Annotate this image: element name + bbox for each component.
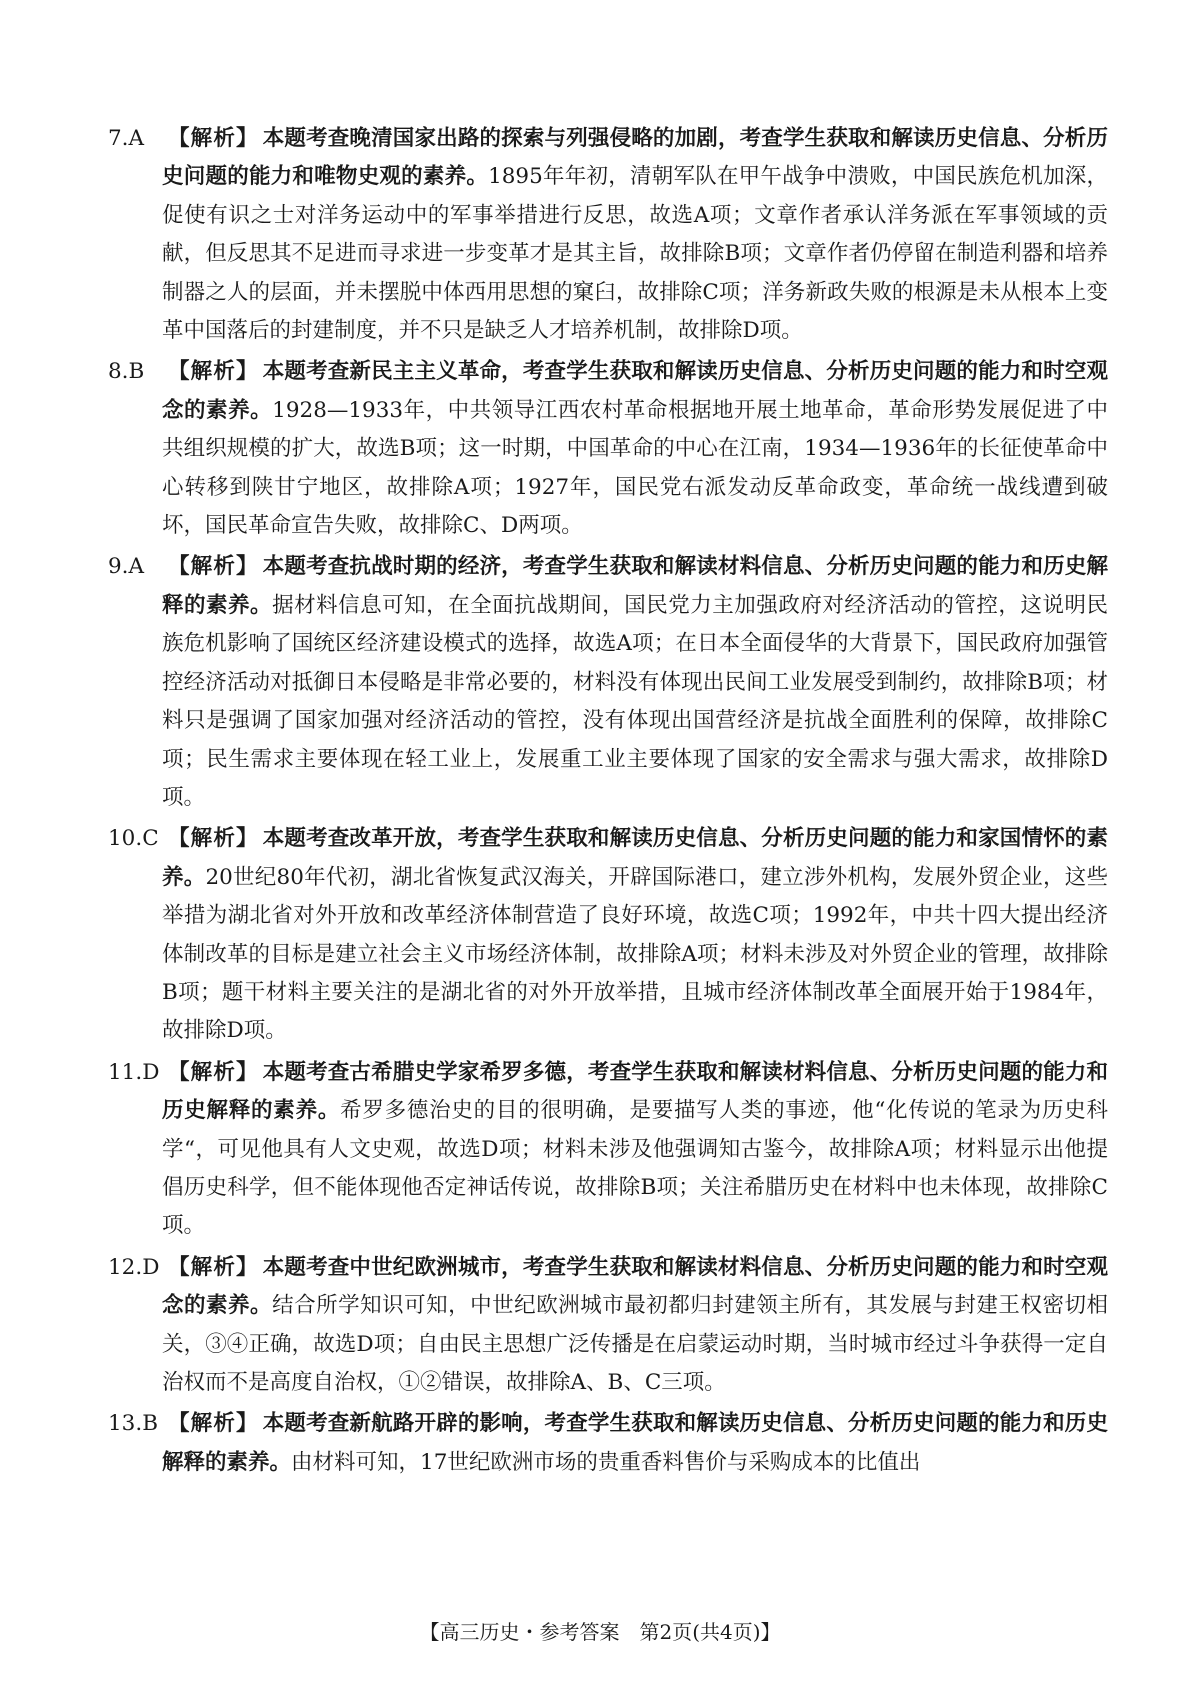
answer-list — [108, 120, 1108, 1485]
answer-number — [108, 548, 162, 817]
explanation — [162, 1054, 1108, 1246]
analysis-tag: 【解析】 — [168, 126, 259, 151]
explanation — [162, 1249, 1108, 1403]
question-number: 8. — [108, 359, 129, 385]
answer-number — [108, 120, 162, 350]
explanation-lead: 本题考查抗战时期的经济，考查学生获取和解读材料信息、分析历史问题的能力和历史解释的素养。 — [162, 554, 1108, 618]
answer-letter: A — [128, 554, 145, 580]
explanation-lead: 本题考查改革开放，考查学生获取和解读历史信息、分析历史问题的能力和家国情怀的素养。 — [162, 826, 1108, 890]
answer-item — [108, 1405, 1108, 1482]
explanation-body: 据材料信息可知，在全面抗战期间，国民党力主加强政府对经济活动的管控，这说明民族危机影响了国统区经济建设模式的选择，故选A项；在日本全面侵华的大背景下，国民政府加强管控经济活动对抵御日本侵略是非常必要的，材料没有体现出民间工业发展受到制约，故排除B项；材料只是强调了国家加强对经济活动的管控，没有体现出国营经济是抗战全面胜利的保障，故排除C项；民生需求主要体现在轻工业上，发展重工业主要体现了国家的安全需求与强大需求，故排除D项。 — [162, 592, 1108, 810]
analysis-tag: 【解析】 — [168, 359, 259, 385]
answer-letter: C — [142, 826, 159, 852]
answer-item — [108, 548, 1108, 817]
question-number: 11. — [108, 1059, 143, 1085]
analysis-tag: 【解析】 — [168, 826, 259, 852]
explanation-lead: 本题考查中世纪欧洲城市，考查学生获取和解读材料信息、分析历史问题的能力和时空观念的素养。 — [162, 1254, 1108, 1319]
answer-item — [108, 1054, 1108, 1246]
explanation-body: 20世纪80年代初，湖北省恢复武汉海关，开辟国际港口，建立涉外机构，发展外贸企业，这些举措为湖北省对外开放和改革经济体制营造了良好环境，故选C项；1992年，中共十四大提出经济体制改革的目标是建立社会主义市场经济体制，故排除A项；材料未涉及对外贸企业的管理，故排除B项；题干材料主要关注的是湖北省的对外开放举措，且城市经济体制改革全面展开始于1984年，故排除D项。 — [162, 864, 1108, 1044]
answer-item — [108, 120, 1108, 350]
analysis-tag: 【解析】 — [168, 1411, 259, 1437]
explanation-body: 希罗多德治史的目的很明确，是要描写人类的事迹，他“化传说的笔录为历史科学“，可见他具有人文史观，故选D项；材料未涉及他强调知古鉴今，故排除A项；材料显示出他提倡历史科学，但不能体现他否定神话传说，故排除B项；关注希腊历史在材料中也未体现，故排除C项。 — [162, 1098, 1108, 1239]
explanation — [162, 1405, 1108, 1482]
explanation-lead: 本题考查晚清国家出路的探索与列强侵略的加剧，考查学生获取和解读历史信息、分析历史问题的能力和唯物史观的素养。 — [162, 126, 1108, 190]
page-footer: 【高三历史・参考答案 第2页(共4页)】 — [419, 1620, 781, 1644]
explanation-body: 1928—1933年，中共领导江西农村革命根据地开展土地革命，革命形势发展促进了中共组织规模的扩大，故选B项；这一时期，中国革命的中心在江南，1934—1936年的长征使革命中心转移到陕甘宁地区，故排除A项；1927年，国民党右派发动反革命政变，革命统一战线遭到破坏，国民革命宣告失败，故排除C、D两项。 — [162, 397, 1108, 539]
question-number: 13. — [108, 1411, 143, 1437]
answer-item — [108, 820, 1108, 1050]
answer-item — [108, 353, 1108, 545]
answer-number — [108, 820, 162, 1050]
explanation — [162, 548, 1108, 817]
question-number: 7. — [108, 126, 129, 151]
explanation — [162, 820, 1108, 1050]
answer-number — [108, 353, 162, 545]
question-number: 9. — [108, 554, 129, 580]
answer-number — [108, 1405, 162, 1482]
explanation-body: 由材料可知，17世纪欧洲市场的贵重香料售价与采购成本的比值出 — [291, 1449, 921, 1475]
explanation-lead: 本题考查新航路开辟的影响，考查学生获取和解读历史信息、分析历史问题的能力和历史解释的素养。 — [162, 1411, 1108, 1475]
explanation-lead: 本题考查古希腊史学家希罗多德，考查学生获取和解读材料信息、分析历史问题的能力和历史解释的素养。 — [162, 1059, 1108, 1124]
analysis-tag: 【解析】 — [168, 1059, 259, 1085]
answer-number — [108, 1249, 162, 1403]
answer-letter: D — [142, 1254, 160, 1280]
explanation — [162, 120, 1108, 350]
analysis-tag: 【解析】 — [168, 1254, 259, 1280]
question-number: 12. — [108, 1254, 143, 1280]
answer-letter: B — [142, 1411, 159, 1437]
question-number: 10. — [108, 826, 143, 852]
explanation-body: 1895年年初，清朝军队在甲午战争中溃败，中国民族危机加深，促使有识之士对洋务运动中的军事举措进行反思，故选A项；文章作者承认洋务派在军事领域的贡献，但反思其不足进而寻求进一步变革才是其主旨，故排除B项；文章作者仍停留在制造利器和培养制器之人的层面，并未摆脱中体西用思想的窠臼，故排除C项；洋务新政失败的根源是未从根本上变革中国落后的封建制度，并不只是缺乏人才培养机制，故排除D项。 — [162, 164, 1108, 344]
explanation-lead: 本题考查新民主主义革命，考查学生获取和解读历史信息、分析历史问题的能力和时空观念的素养。 — [162, 359, 1108, 423]
explanation — [162, 353, 1108, 545]
analysis-tag: 【解析】 — [168, 554, 259, 580]
answer-letter: A — [128, 126, 145, 151]
answer-letter: D — [142, 1059, 160, 1085]
answer-item — [108, 1249, 1108, 1403]
answer-number — [108, 1054, 162, 1246]
answer-letter: B — [128, 359, 145, 385]
explanation-body: 结合所学知识可知，中世纪欧洲城市最初都归封建领主所有，其发展与封建王权密切相关，③④正确，故选D项；自由民主思想广泛传播是在启蒙运动时期，当时城市经过斗争获得一定自治权而不是高度自治权，①②错误，故排除A、B、C三项。 — [162, 1293, 1108, 1395]
